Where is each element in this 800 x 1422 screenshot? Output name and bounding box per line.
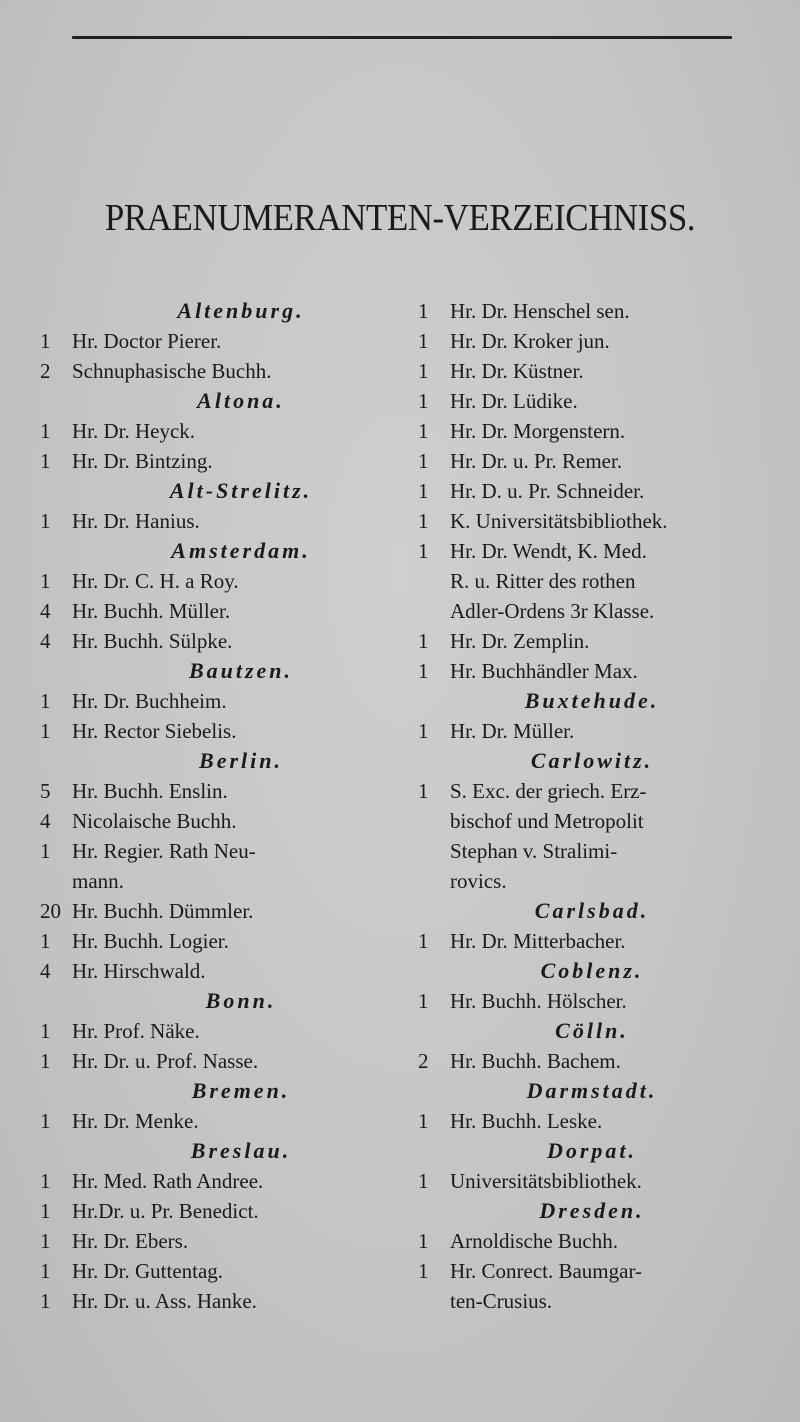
subscriber-entry	[36, 326, 406, 356]
town-section	[414, 1196, 770, 1316]
subscriber-entry	[414, 986, 770, 1016]
copy-count	[414, 1286, 450, 1316]
copy-count: 1	[40, 509, 51, 533]
town-section	[36, 386, 406, 476]
subscriber-name: Hr. Dr. Mitterbacher.	[450, 929, 626, 953]
subscriber-name: Hr. Buchh. Leske.	[450, 1109, 603, 1133]
town-section	[414, 956, 770, 1016]
subscriber-entry	[36, 926, 406, 956]
subscriber-name: Hr. Dr. Müller.	[450, 719, 575, 743]
copy-count: 1	[40, 569, 51, 593]
copy-count: 1	[418, 989, 429, 1013]
subscriber-entry	[414, 1106, 770, 1136]
subscriber-entry	[36, 1196, 406, 1226]
town-heading: Altona.	[197, 388, 285, 413]
town-heading: Berlin.	[199, 748, 283, 773]
town-section	[36, 1076, 406, 1136]
copy-count: 1	[418, 719, 429, 743]
subscriber-name: Hr. Buchh. Dümmler.	[72, 899, 254, 923]
town-section	[36, 1136, 406, 1316]
town-heading: Amsterdam.	[171, 538, 311, 563]
subscriber-entry	[36, 506, 406, 536]
subscriber-entry	[414, 1046, 770, 1076]
subscriber-name: rovics.	[450, 869, 507, 893]
subscriber-entry	[414, 596, 770, 626]
subscriber-name: Hr. Dr. Heyck.	[72, 419, 196, 443]
subscriber-entry	[36, 1256, 406, 1286]
subscriber-entry	[414, 836, 770, 866]
subscriber-name: Hr. Dr. Bintzing.	[72, 449, 213, 473]
subscriber-entry	[36, 836, 406, 866]
subscriber-name: Stephan v. Stralimi-	[450, 839, 618, 863]
copy-count: 1	[418, 929, 429, 953]
subscriber-entry	[36, 1016, 406, 1046]
subscriber-name: Hr. Dr. Menke.	[72, 1109, 199, 1133]
subscriber-entry	[414, 656, 770, 686]
subscriber-name: Hr. Buchh. Müller.	[72, 599, 231, 623]
copy-count: 2	[418, 1049, 429, 1073]
town-heading: Dorpat.	[546, 1138, 638, 1163]
town-heading: Carlowitz.	[530, 748, 654, 773]
subscriber-name: Hr. Med. Rath Andree.	[72, 1169, 264, 1193]
subscriber-entry	[36, 1046, 406, 1076]
copy-count: 1	[40, 719, 51, 743]
copy-count: 4	[40, 629, 51, 653]
subscriber-entry	[414, 716, 770, 746]
subscriber-name: Hr. Buchh. Sülpke.	[72, 629, 233, 653]
subscriber-entry	[36, 776, 406, 806]
subscriber-name: Arnoldische Buchh.	[450, 1229, 618, 1253]
subscriber-entry	[36, 446, 406, 476]
subscriber-entry	[414, 536, 770, 566]
subscriber-name: Hr. Dr. Zemplin.	[450, 629, 590, 653]
copy-count: 1	[418, 389, 429, 413]
copy-count: 1	[418, 659, 429, 683]
subscriber-entry	[414, 926, 770, 956]
copy-count: 1	[40, 329, 51, 353]
subscriber-entry	[414, 416, 770, 446]
town-heading: Bautzen.	[188, 658, 294, 683]
subscriber-entry	[36, 806, 406, 836]
copy-count	[414, 806, 450, 836]
subscriber-name: Hr. Buchh. Logier.	[72, 929, 229, 953]
copy-count: 1	[418, 419, 429, 443]
copy-count: 1	[418, 629, 429, 653]
subscriber-name: Hr. Buchh. Hölscher.	[450, 989, 627, 1013]
copy-count: 4	[40, 599, 51, 623]
right-column	[414, 296, 770, 1316]
subscriber-entry	[414, 386, 770, 416]
subscriber-name: Hr. Dr. Wendt, K. Med.	[450, 539, 647, 563]
copy-count: 1	[40, 1109, 51, 1133]
copy-count	[414, 836, 450, 866]
town-section	[414, 1016, 770, 1076]
copy-count: 1	[40, 419, 51, 443]
subscriber-name: R. u. Ritter des rothen	[450, 569, 636, 593]
copy-count: 1	[418, 1109, 429, 1133]
subscriber-name: Hr. Doctor Pierer.	[72, 329, 222, 353]
subscriber-name: Hr. Rector Siebelis.	[72, 719, 237, 743]
subscriber-entry	[414, 1286, 770, 1316]
town-section	[414, 686, 770, 746]
subscriber-entry	[36, 716, 406, 746]
subscriber-name: Hr. Buchh. Enslin.	[72, 779, 228, 803]
town-section	[414, 1136, 770, 1196]
subscriber-name: Hr. Conrect. Baumgar-	[450, 1259, 643, 1283]
copy-count: 5	[40, 779, 51, 803]
subscriber-entry	[414, 1166, 770, 1196]
subscriber-name: Hr. Regier. Rath Neu-	[72, 839, 256, 863]
subscriber-entry	[414, 356, 770, 386]
town-heading: Breslau.	[190, 1138, 292, 1163]
town-section	[36, 536, 406, 656]
top-rule	[72, 36, 732, 39]
copy-count: 1	[40, 1049, 51, 1073]
subscriber-name: Hr. Dr. u. Ass. Hanke.	[72, 1289, 257, 1313]
copy-count: 1	[418, 449, 429, 473]
copy-count: 1	[418, 1259, 429, 1283]
subscriber-name: Hr. Buchh. Bachem.	[450, 1049, 621, 1073]
copy-count: 1	[40, 1019, 51, 1043]
page-title: PRAENUMERANTEN-VERZEICHNISS.	[104, 197, 696, 239]
copy-count	[414, 866, 450, 896]
subscriber-name: Hr. Dr. u. Pr. Remer.	[450, 449, 623, 473]
copy-count: 1	[40, 689, 51, 713]
subscriber-entry	[36, 896, 406, 926]
copy-count	[36, 866, 72, 896]
town-section	[414, 746, 770, 896]
copy-count: 1	[418, 779, 429, 803]
town-section	[414, 1076, 770, 1136]
subscriber-entry	[36, 1286, 406, 1316]
subscriber-entry	[414, 626, 770, 656]
subscriber-entry	[36, 356, 406, 386]
subscriber-entry	[36, 626, 406, 656]
subscriber-entry	[36, 956, 406, 986]
subscriber-name: Adler-Ordens 3r Klasse.	[450, 599, 655, 623]
subscriber-name: Hr. Dr. Ebers.	[72, 1229, 189, 1253]
town-heading: Dresden.	[539, 1198, 645, 1223]
copy-count: 1	[40, 839, 51, 863]
town-heading: Bonn.	[205, 988, 277, 1013]
subscriber-name: Hr. Dr. C. H. a Roy.	[72, 569, 239, 593]
copy-count: 1	[418, 479, 429, 503]
town-heading: Bremen.	[191, 1078, 291, 1103]
town-heading: Buxtehude.	[524, 688, 660, 713]
copy-count: 1	[418, 329, 429, 353]
subscriber-entry	[36, 596, 406, 626]
subscriber-entry	[36, 416, 406, 446]
town-heading: Coblenz.	[540, 958, 644, 983]
copy-count: 1	[418, 509, 429, 533]
copy-count: 1	[40, 1169, 51, 1193]
town-section	[36, 476, 406, 536]
town-section	[36, 296, 406, 386]
subscriber-entry	[36, 1166, 406, 1196]
copy-count: 20	[40, 899, 61, 923]
subscriber-entry	[414, 806, 770, 836]
subscriber-name: Hr. Dr. u. Prof. Nasse.	[72, 1049, 259, 1073]
subscriber-entry	[414, 326, 770, 356]
copy-count: 1	[418, 539, 429, 563]
copy-count	[414, 596, 450, 626]
subscriber-name: Hr. Dr. Kroker jun.	[450, 329, 610, 353]
subscriber-name: Hr. Buchhändler Max.	[450, 659, 638, 683]
copy-count: 1	[40, 1229, 51, 1253]
town-heading: Darmstadt.	[526, 1078, 658, 1103]
subscriber-entry	[414, 1226, 770, 1256]
subscriber-name: Hr. Hirschwald.	[72, 959, 206, 983]
subscriber-name: Hr. Dr. Buchheim.	[72, 689, 227, 713]
town-heading: Altenburg.	[177, 298, 305, 323]
subscriber-name: S. Exc. der griech. Erz-	[450, 779, 647, 803]
copy-count: 1	[418, 359, 429, 383]
subscriber-name: Hr. D. u. Pr. Schneider.	[450, 479, 645, 503]
copy-count: 1	[40, 1199, 51, 1223]
town-section	[414, 296, 770, 686]
copy-count	[414, 566, 450, 596]
subscriber-name: Nicolaische Buchh.	[72, 809, 237, 833]
subscriber-entry	[36, 866, 406, 896]
subscriber-entry	[414, 446, 770, 476]
town-section	[414, 896, 770, 956]
subscriber-name: Hr. Dr. Lüdike.	[450, 389, 578, 413]
town-heading: Alt-Strelitz.	[169, 478, 313, 503]
subscriber-name: Schnuphasische Buchh.	[72, 359, 272, 383]
subscriber-entry	[414, 476, 770, 506]
subscriber-entry	[36, 686, 406, 716]
subscriber-entry	[414, 566, 770, 596]
subscriber-entry	[414, 1256, 770, 1286]
subscriber-name: K. Universitätsbibliothek.	[450, 509, 668, 533]
left-column	[36, 296, 406, 1316]
subscriber-entry	[36, 1226, 406, 1256]
town-section	[36, 986, 406, 1076]
copy-count: 1	[40, 1259, 51, 1283]
subscriber-entry	[36, 566, 406, 596]
town-section	[36, 656, 406, 746]
copy-count: 2	[40, 359, 51, 383]
subscriber-entry	[414, 776, 770, 806]
subscriber-name: Hr. Dr. Küstner.	[450, 359, 584, 383]
copy-count: 1	[40, 929, 51, 953]
copy-count: 1	[40, 449, 51, 473]
subscriber-name: ten-Crusius.	[450, 1289, 553, 1313]
town-section	[36, 746, 406, 986]
subscriber-name: Hr. Dr. Guttentag.	[72, 1259, 224, 1283]
copy-count: 4	[40, 809, 51, 833]
subscriber-entry	[414, 506, 770, 536]
copy-count: 1	[418, 1229, 429, 1253]
copy-count: 1	[418, 299, 429, 323]
subscriber-name: Hr. Prof. Näke.	[72, 1019, 200, 1043]
copy-count: 1	[40, 1289, 51, 1313]
subscriber-name: Hr. Dr. Morgenstern.	[450, 419, 626, 443]
copy-count: 1	[418, 1169, 429, 1193]
town-heading: Carlsbad.	[534, 898, 650, 923]
subscriber-name: mann.	[72, 869, 124, 893]
subscriber-name: Hr.Dr. u. Pr. Benedict.	[72, 1199, 259, 1223]
subscriber-name: Universitätsbibliothek.	[450, 1169, 642, 1193]
copy-count: 4	[40, 959, 51, 983]
subscriber-entry	[414, 866, 770, 896]
subscriber-name: Hr. Dr. Henschel sen.	[450, 299, 630, 323]
subscriber-name: bischof und Metropolit	[450, 809, 644, 833]
subscriber-entry	[414, 296, 770, 326]
subscriber-entry	[36, 1106, 406, 1136]
subscriber-name: Hr. Dr. Hanius.	[72, 509, 200, 533]
town-heading: Cölln.	[555, 1018, 629, 1043]
